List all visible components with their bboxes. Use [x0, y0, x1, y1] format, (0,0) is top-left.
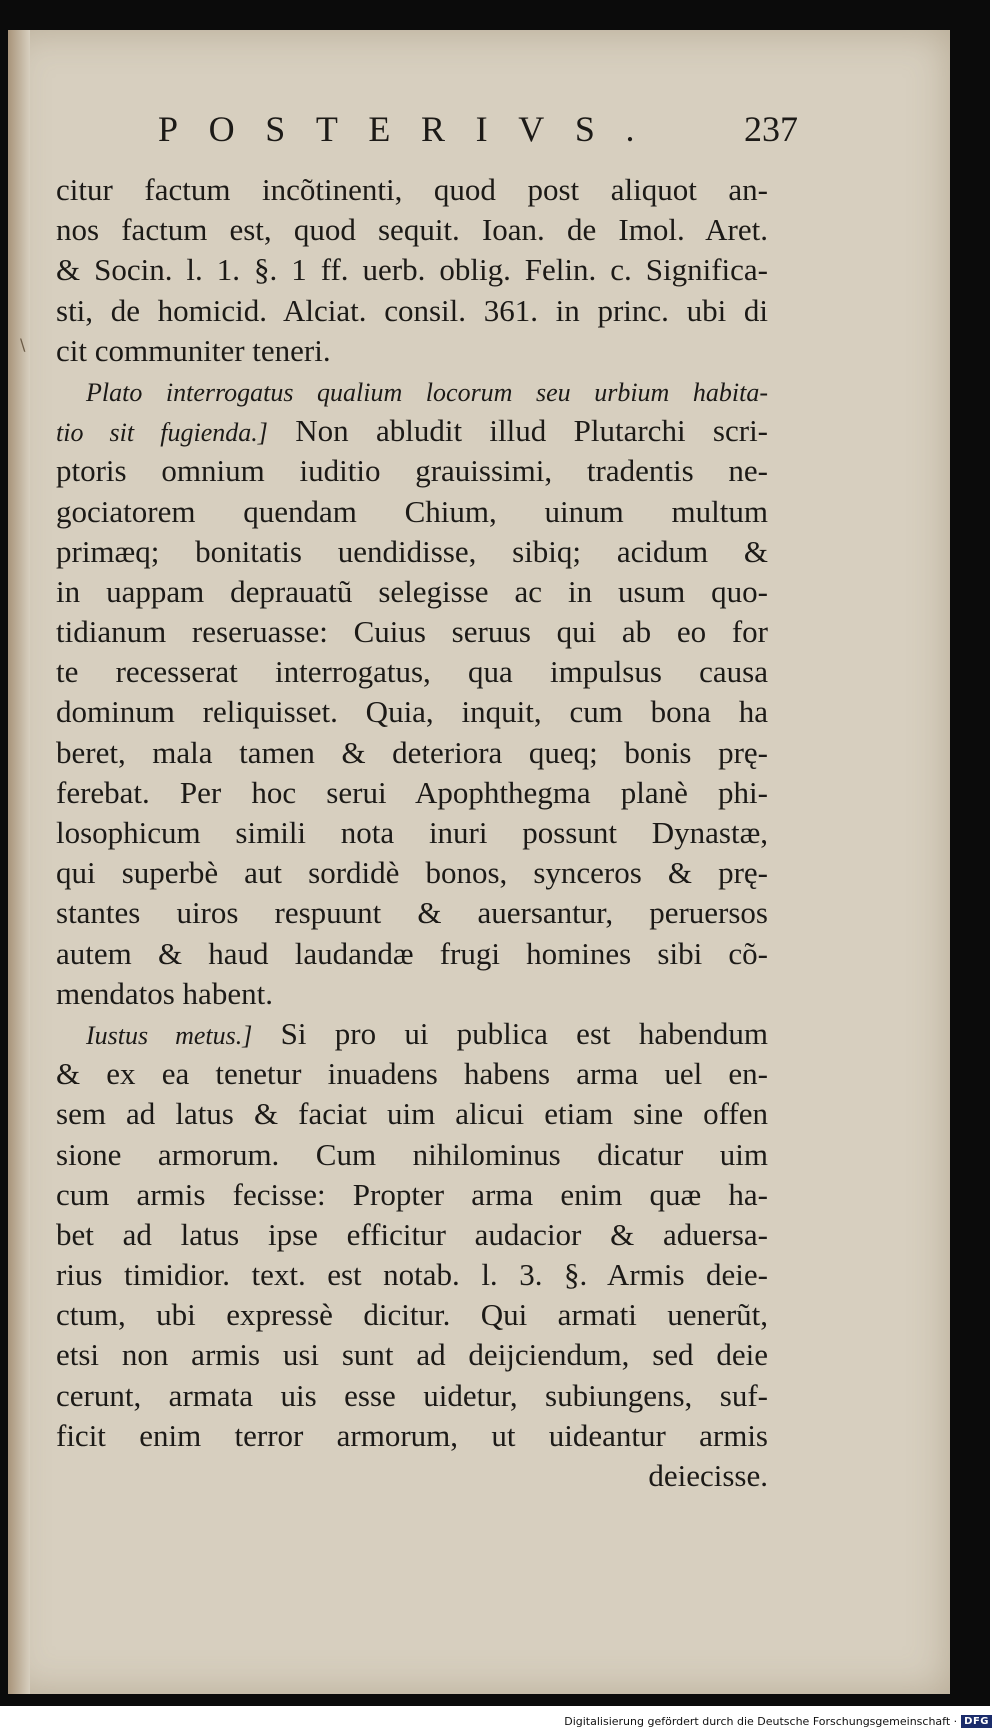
- running-header: [158, 108, 798, 156]
- digitization-credit: [564, 1712, 992, 1730]
- dfg-logo: DFG: [961, 1715, 992, 1728]
- text-line: [56, 1255, 768, 1295]
- text-line: [56, 371, 768, 411]
- text-line: [56, 451, 768, 491]
- line-text: bet ad latus ipse efficitur audacior & aduersa-: [56, 1216, 768, 1252]
- text-line: [56, 1094, 768, 1134]
- text-line: [56, 612, 768, 652]
- line-text: te recesserat interrogatus, qua impulsus causa: [56, 654, 768, 690]
- text-line: [56, 1295, 768, 1335]
- line-text: dominum reliquisset. Quia, inquit, cum bona ha: [56, 694, 768, 730]
- line-text: etsi non armis usi sunt ad deijciendum, sed deie: [56, 1337, 768, 1373]
- line-text: primæq; bonitatis uendidisse, sibiq; acidum &: [56, 533, 768, 569]
- line-text: tidianum reseruasse: Cuius seruus qui ab eo for: [56, 614, 768, 650]
- line-text: ptoris omnium iuditio grauissimi, tradentis ne-: [56, 453, 768, 489]
- text-line: [56, 1215, 768, 1255]
- line-text: autem & haud laudandæ frugi homines sibi cõ-: [56, 935, 768, 971]
- text-line: [56, 1335, 768, 1375]
- credit-text: Digitalisierung gefördert durch die Deutsche Forschungsgemeinschaft ·: [564, 1714, 958, 1728]
- text-line: [56, 170, 768, 210]
- text-line: [56, 1456, 768, 1496]
- text-line: [56, 1416, 768, 1456]
- margin-mark: \: [20, 335, 26, 354]
- line-text: & Socin. l. 1. §. 1 ff. uerb. oblig. Felin. c. Significa-: [56, 252, 768, 288]
- body-text: [56, 170, 768, 1496]
- line-text: citur factum incõtinenti, quod post aliquot an-: [56, 172, 768, 207]
- lemma: tio sit fugienda.]: [56, 418, 268, 448]
- line-text: deiecisse.: [648, 1458, 768, 1493]
- running-title: POSTERIVS.: [158, 109, 666, 149]
- line-text: mendatos habent.: [56, 975, 273, 1011]
- line-text: losophicum simili nota inuri possunt Dynastæ,: [56, 815, 768, 850]
- text-line: [56, 692, 768, 732]
- line-text: sione armorum. Cum nihilominus dicatur uim: [56, 1136, 768, 1172]
- text-line: [56, 532, 768, 572]
- text-line: [56, 974, 768, 1014]
- text-line: [56, 492, 768, 532]
- text-line: [56, 210, 768, 250]
- line-text: gociatorem quendam Chium, uinum multum: [56, 493, 768, 529]
- text-line: [56, 1014, 768, 1054]
- text-line: [56, 893, 768, 933]
- text-line: [56, 773, 768, 813]
- line-text: rius timidior. text. est notab. l. 3. §. Armis deie-: [56, 1257, 768, 1293]
- line-text: qui superbè aut sordidè bonos, synceros & prę-: [56, 855, 768, 891]
- line-text: cerunt, armata uis esse uidetur, subiungens, suf-: [56, 1377, 768, 1413]
- text-line: [56, 411, 768, 451]
- line-text: sti, de homicid. Alciat. consil. 361. in princ. ubi di: [56, 292, 768, 328]
- page-number: 237: [744, 109, 798, 149]
- line-text: in uappam deprauatũ selegisse ac in usum quo-: [56, 573, 768, 609]
- line-text: Si pro ui publica est habendum: [252, 1015, 768, 1051]
- line-text: cit communiter teneri.: [56, 332, 331, 368]
- page-gutter-edge: [8, 30, 30, 1694]
- text-line: [56, 853, 768, 893]
- line-text: nos factum est, quod sequit. Ioan. de Imol. Aret.: [56, 212, 768, 248]
- book-page: [8, 30, 950, 1694]
- line-text: stantes uiros respuunt & auersantur, peruersos: [56, 895, 768, 931]
- line-text: Non abludit illud Plutarchi scri-: [267, 413, 769, 449]
- text-line: [56, 1376, 768, 1416]
- line-text: sem ad latus & faciat uim alicui etiam sine offen: [56, 1096, 768, 1132]
- text-line: [56, 1054, 768, 1094]
- line-text: beret, mala tamen & deteriora queq; bonis prę-: [56, 734, 768, 770]
- lemma: Iustus metus.]: [86, 1020, 253, 1050]
- text-line: [56, 572, 768, 612]
- text-line: [56, 331, 768, 371]
- line-text: ferebat. Per hoc serui Apophthegma planè phi-: [56, 774, 768, 810]
- text-line: [56, 291, 768, 331]
- line-text: cum armis fecisse: Propter arma enim quæ ha-: [56, 1176, 768, 1212]
- line-text: & ex ea tenetur inuadens habens arma uel en-: [56, 1056, 768, 1092]
- lemma: Plato interrogatus qualium locorum seu urbium habita-: [86, 377, 768, 407]
- text-line: [56, 1175, 768, 1215]
- text-line: [56, 652, 768, 692]
- line-text: ctum, ubi expressè dicitur. Qui armati uenerũt,: [56, 1297, 768, 1333]
- text-line: [56, 813, 768, 853]
- text-line: [56, 1135, 768, 1175]
- text-line: [56, 934, 768, 974]
- text-line: [56, 250, 768, 290]
- text-line: [56, 733, 768, 773]
- line-text: ficit enim terror armorum, ut uideantur armis: [56, 1417, 768, 1453]
